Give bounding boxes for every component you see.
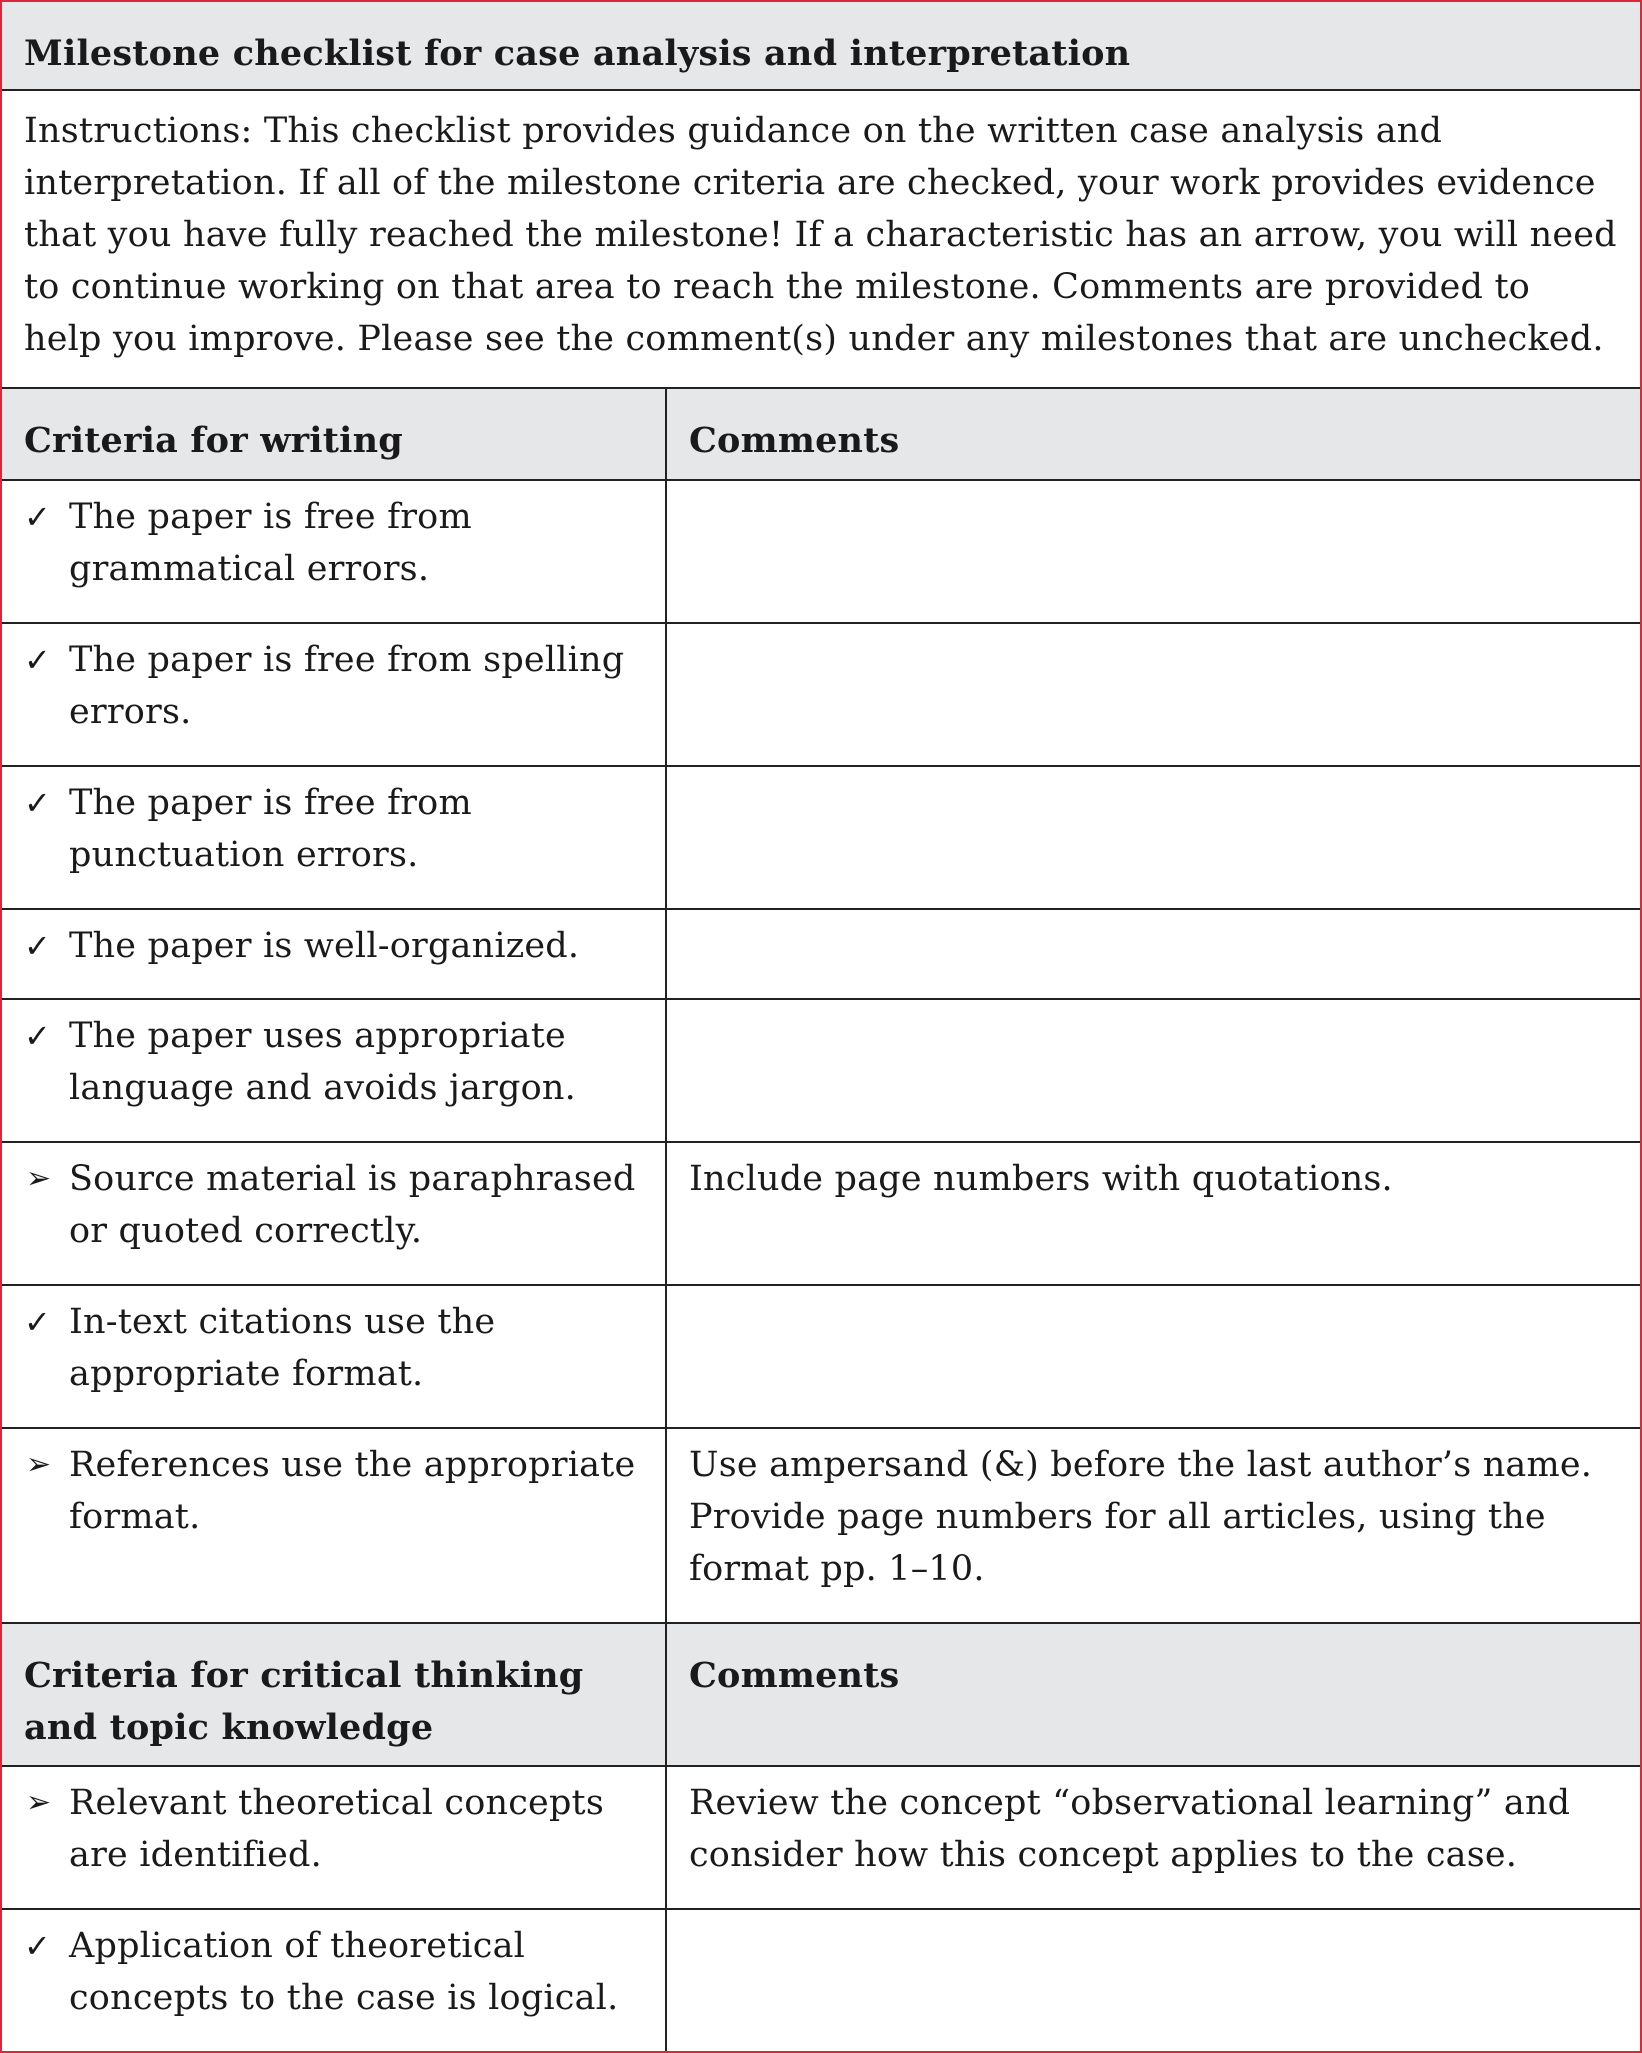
comment-cell [666, 909, 1640, 999]
table-row [2, 1142, 1640, 1285]
criterion-cell [2, 1428, 666, 1623]
criterion-text: The paper is well-organized. [69, 926, 580, 966]
checklist-title: Milestone checklist for case analysis and interpretation [2, 2, 1640, 90]
check-mark-icon: ✓ [24, 927, 52, 965]
arrow-icon: ➢ [26, 1161, 52, 1196]
table-row [2, 1285, 1640, 1428]
critical-criteria-header: Criteria for critical thinking and topic knowledge [2, 1623, 666, 1766]
table-row [2, 909, 1640, 999]
comment-cell [666, 623, 1640, 766]
writing-comments-header: Comments [666, 388, 1640, 480]
check-mark-icon: ✓ [24, 784, 52, 822]
comment-cell: Include page numbers with quotations. [666, 1142, 1640, 1285]
comment-cell: Review the concept “observational learning” and consider how this concept applies to the case. [666, 1766, 1640, 1909]
critical-comments-header: Comments [666, 1623, 1640, 1766]
criterion-cell [2, 1285, 666, 1428]
table-row [2, 999, 1640, 1142]
table-row [2, 1428, 1640, 1623]
criterion-text: The paper uses appropriate language and avoids jargon. [69, 1016, 576, 1108]
criterion-cell [2, 1909, 666, 2051]
criterion-text: Relevant theoretical concepts are identified. [69, 1783, 604, 1875]
criterion-cell [2, 1766, 666, 1909]
criterion-text: References use the appropriate format. [69, 1445, 636, 1537]
comment-cell: Use ampersand (&) before the last author’s name. Provide page numbers for all articles, using the format pp. 1–10. [666, 1428, 1640, 1623]
instructions-text: Instructions: This checklist provides guidance on the written case analysis and interpretation. If all of the milestone criteria are checked, your work provides evidence that you have fully reached the milestone! If a characteristic has an arrow, you will need to continue working on that area to reach the milestone. Comments are provided to help you improve. Please see the comment(s) under any milestones that are unchecked. [2, 90, 1640, 388]
criterion-text: In-text citations use the appropriate format. [69, 1302, 496, 1394]
writing-criteria-header: Criteria for writing [2, 388, 666, 480]
comment-cell [666, 766, 1640, 909]
comment-cell [666, 1909, 1640, 2051]
milestone-checklist-table [2, 2, 1640, 2051]
criterion-cell [2, 999, 666, 1142]
check-mark-icon: ✓ [24, 1303, 52, 1341]
criterion-cell [2, 623, 666, 766]
criterion-text: Application of theoretical concepts to the case is logical. [69, 1926, 619, 2018]
table-row [2, 766, 1640, 909]
check-mark-icon: ✓ [24, 1927, 52, 1965]
table-row [2, 480, 1640, 623]
comment-cell [666, 480, 1640, 623]
check-mark-icon: ✓ [24, 1017, 52, 1055]
criterion-text: Source material is paraphrased or quoted correctly. [69, 1159, 636, 1251]
comment-cell [666, 999, 1640, 1142]
arrow-icon: ➢ [26, 1447, 52, 1482]
criterion-cell [2, 1142, 666, 1285]
criterion-text: The paper is free from grammatical errors. [69, 497, 472, 589]
table-row [2, 1909, 1640, 2051]
check-mark-icon: ✓ [24, 498, 52, 536]
comment-cell [666, 1285, 1640, 1428]
arrow-icon: ➢ [26, 1785, 52, 1820]
criterion-cell [2, 909, 666, 999]
criterion-cell [2, 766, 666, 909]
criterion-cell [2, 480, 666, 623]
check-mark-icon: ✓ [24, 641, 52, 679]
criterion-text: The paper is free from spelling errors. [69, 640, 625, 732]
table-row [2, 623, 1640, 766]
table-row [2, 1766, 1640, 1909]
criterion-text: The paper is free from punctuation errors. [69, 783, 472, 875]
